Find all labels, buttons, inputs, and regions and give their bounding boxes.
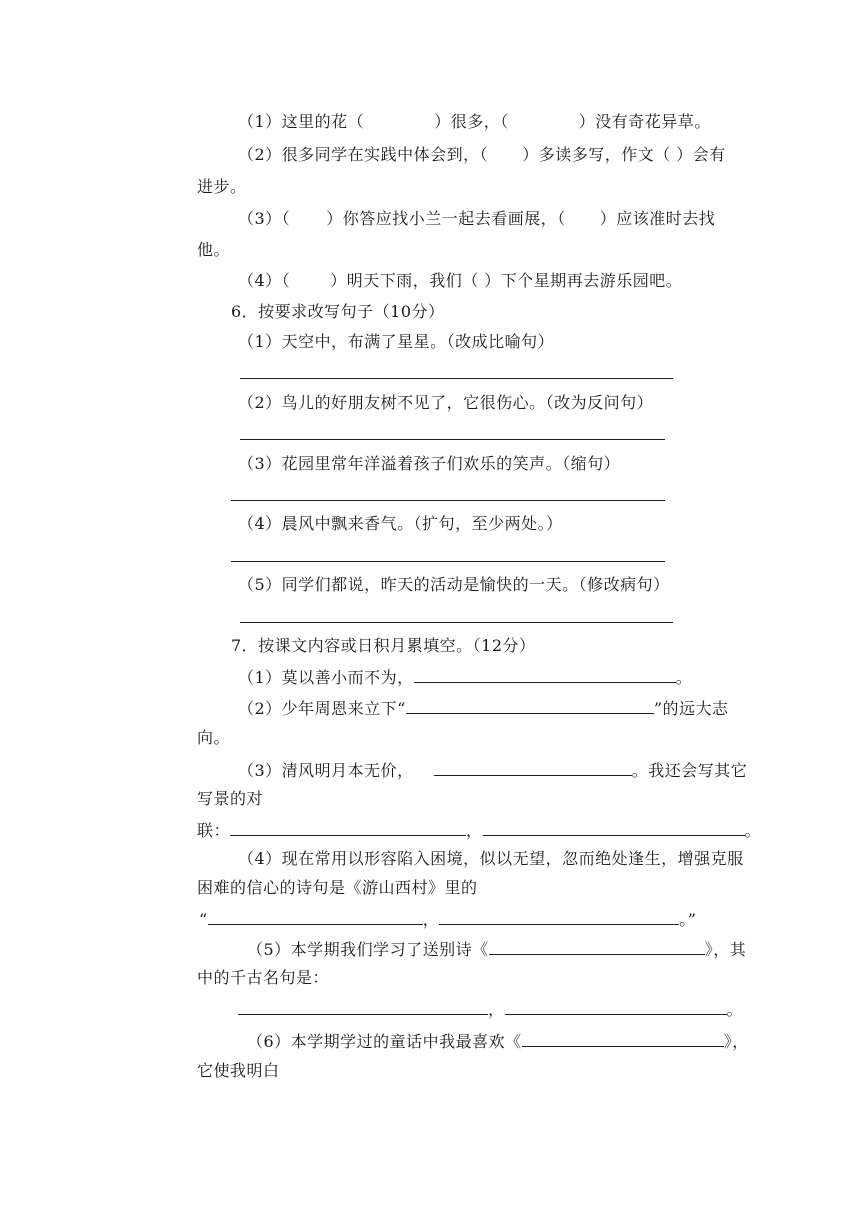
q7-text: （6）本学期学过的童话中我最喜欢《	[247, 1032, 522, 1051]
q7-text: ”的远大志	[653, 699, 729, 718]
q5-text: ）你答应找小兰一起去看画展，（	[326, 209, 566, 228]
q5-line-2-cont: 进步。	[197, 177, 247, 196]
q6-answer-line-2[interactable]	[240, 439, 665, 440]
q6-title: 6．按要求改写句子（10分）	[231, 302, 445, 321]
q7-text: 联：	[197, 821, 231, 840]
q7-item-2	[238, 697, 729, 719]
q5-line-2	[238, 145, 726, 165]
q7-text: 。	[675, 668, 693, 687]
q6-sentence-3: （3）花园里常年洋溢着孩子们欢乐的笑声。（缩句）	[238, 454, 621, 473]
q5-line-1	[238, 112, 711, 132]
q7-text: 。”	[679, 910, 697, 929]
q7-item-5	[247, 938, 746, 960]
q7-item-4: （4）现在常用以形容陷入困境，似以无望，忽而绝处逢生，增强克服	[238, 849, 744, 868]
q6-answer-line-1[interactable]	[240, 378, 673, 379]
q7-title: 7．按课文内容或日积月累填空。（12分）	[231, 636, 536, 655]
q7-text: （3）清风明月本无价，	[238, 761, 414, 780]
q7-item-3	[238, 759, 747, 781]
q6-sentence-1: （1）天空中，布满了星星。（改成比喻句）	[238, 332, 555, 351]
q5-text: （4）（	[238, 271, 291, 290]
q5-text: （2）很多同学在实践中体会到，（	[238, 145, 489, 164]
q5-line-4	[238, 271, 682, 291]
q7-text: ，	[488, 1000, 505, 1019]
q6-sentence-5: （5）同学们都说，昨天的活动是愉快的一天。（修改病句）	[238, 575, 670, 594]
q7-blank-11[interactable]	[522, 1030, 724, 1047]
q6-answer-line-5[interactable]	[240, 622, 673, 623]
q7-blank-1[interactable]	[414, 666, 676, 683]
q7-item-3-cont: 写景的对	[197, 789, 264, 808]
q7-text: （1）莫以善小而不为，	[238, 668, 414, 687]
q5-text: （3）（	[238, 209, 291, 228]
q5-text: ）多读多写，作文（ ）会有	[522, 145, 726, 164]
q7-blank-10[interactable]	[505, 998, 727, 1015]
q7-item-4-cont: 困难的信心的诗句是《游山西村》里的	[197, 878, 478, 897]
q7-text: 。	[744, 821, 762, 840]
q6-answer-line-3[interactable]	[231, 500, 665, 501]
q7-item-6-cont: 它使我明白	[197, 1061, 280, 1080]
q7-item-5-cont: 中的千古名句是：	[197, 968, 330, 987]
q7-text: 》，	[723, 1032, 749, 1051]
q7-text: 》，其	[704, 940, 747, 959]
q7-blank-2[interactable]	[406, 697, 654, 714]
q7-item-3-couplet	[197, 819, 761, 841]
q5-line-3	[238, 209, 715, 229]
q5-text: ）应该准时去找	[599, 209, 716, 228]
q7-item-5-answers	[238, 998, 743, 1020]
q5-text: ）很多，（	[434, 112, 509, 131]
q7-blank-3[interactable]	[434, 759, 632, 776]
q5-text: （1）这里的花（	[238, 112, 365, 131]
q7-text: 。	[726, 1000, 744, 1019]
q7-item-4-quote	[199, 908, 696, 930]
q7-item-1	[238, 666, 692, 688]
q5-line-3-cont: 他。	[197, 240, 231, 259]
q7-text: “	[199, 910, 208, 929]
q7-item-6	[247, 1030, 749, 1052]
q7-blank-4[interactable]	[230, 819, 466, 836]
q7-text: ，	[466, 821, 483, 840]
q7-blank-6[interactable]	[208, 908, 423, 925]
q7-text: （2）少年周恩来立下“	[238, 699, 406, 718]
q6-sentence-2: （2）鸟儿的好朋友树不见了，它很伤心。（改为反问句）	[238, 393, 654, 412]
q6-answer-line-4[interactable]	[231, 561, 665, 562]
q7-blank-8[interactable]	[489, 938, 705, 955]
q5-text: ）明天下雨，我们（ ）下个星期再去游乐园吧。	[330, 271, 683, 290]
q7-text: ，	[422, 910, 440, 929]
q7-text: （5）本学期我们学习了送别诗《	[247, 940, 489, 959]
q7-blank-5[interactable]	[483, 819, 745, 836]
q5-text: ）没有奇花异草。	[578, 112, 711, 131]
q6-sentence-4: （4）晨风中飘来香气。（扩句，至少两处。）	[238, 514, 563, 533]
q7-item-2-cont: 向。	[197, 728, 231, 747]
q7-blank-9[interactable]	[238, 998, 488, 1015]
q7-blank-7[interactable]	[439, 908, 679, 925]
q7-text: 。我还会写其它	[631, 761, 748, 780]
